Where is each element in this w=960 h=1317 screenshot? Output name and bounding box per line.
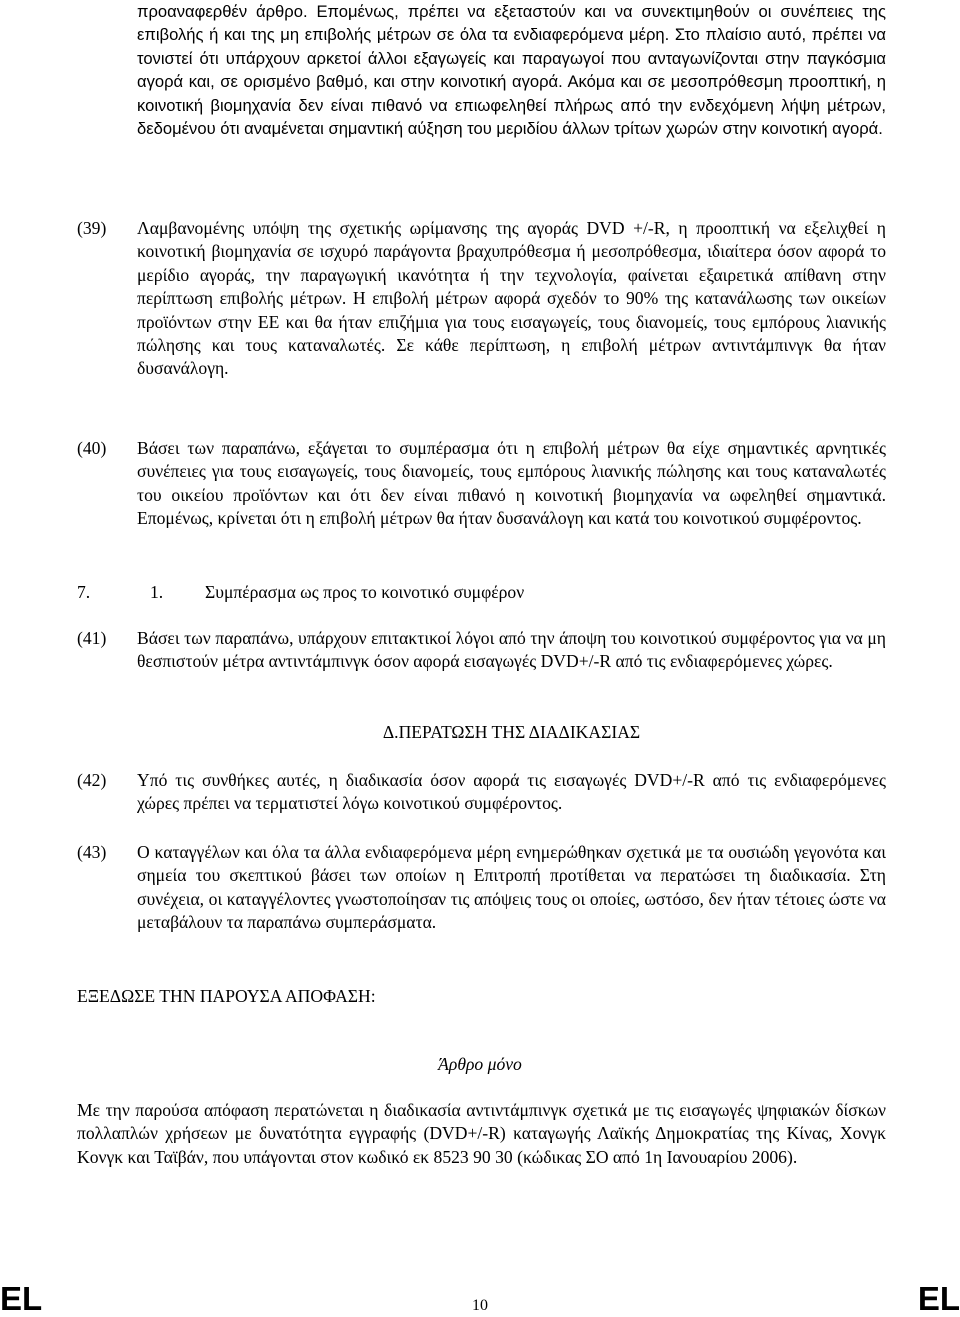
paragraph-text: Υπό τις συνθήκες αυτές, η διαδικασία όσον αφορά τις εισαγωγές DVD+/-R από τις ενδιαφερόμενες χώρες πρέπει να τερματιστεί λόγω κοινοτικού συμφέροντος. xyxy=(137,770,886,814)
intro-text-part-a: προαναφερθέν άρθρο. Επομένως, πρέπει να εξεταστούν και να συνεκτιμηθούν οι συνέπειες της επιβολής ή και της μη επιβολής μέτρων σε όλα τα ενδιαφερόμενα μέρη. Στο πλαίσιο αυτό, πρέπει να τονιστεί ότι υπάρχουν αρκετοί άλλοι εξαγωγείς και παραγωγοί που ανταγωνίζονται στην παγκόσμια αγορά και, σε ορισμένο βαθμό, και στην κοινοτική αγορά. xyxy=(137,2,886,92)
page-number: 10 xyxy=(472,1297,488,1314)
subsection-number: 1. xyxy=(150,582,164,602)
section-number: 7. xyxy=(77,582,91,602)
paragraph-number: (39) xyxy=(77,218,107,238)
paragraph-number: (41) xyxy=(77,628,107,648)
footer-language-right: EL xyxy=(917,1280,960,1317)
intro-text-part-b: Ακόμα και σε μεσοπρόθεσμη προοπτική, η κοινοτική βιομηχανία δεν είναι πιθανό να επιωφεληθεί πλήρως από την ενδεχόμενη λήψη μέτρων, δεδομένου ότι αναμένεται σημαντική αύξηση του μεριδίου άλλων τρίτων χωρών στην κοινοτική αγορά. xyxy=(137,72,887,139)
paragraph-text: Ο καταγγέλων και όλα τα άλλα ενδιαφερόμενα μέρη ενημερώθηκαν σχετικά με τα ουσιώδη γεγονότα και σημεία του σκεπτικού βάσει των οποίων η Επιτροπή προτίθεται να περατώσει τη διαδικασία. Στη συνέχεια, οι καταγγέλοντες γνωστοποίησαν τις απόψεις τους οι οποίες, ωστόσο, δεν ήταν τέτοιες ώστε να μεταβάλουν τα παραπάνω συμπεράσματα. xyxy=(137,842,886,933)
article-title: Άρθρο μόνο xyxy=(438,1054,522,1074)
section-d-heading: Δ.ΠΕΡΑΤΩΣΗ ΤΗΣ ΔΙΑΔΙΚΑΣΙΑΣ xyxy=(382,722,641,742)
intro-paragraph xyxy=(137,0,886,140)
paragraph-text: Βάσει των παραπάνω, υπάρχουν επιτακτικοί λόγοι από την άποψη του κοινοτικού συμφέροντος για να μη θεσπιστούν μέτρα αντιντάμπινγκ όσον αφορά εισαγωγές DVD+/-R από τις ενδιαφερόμενες χώρες. xyxy=(137,628,886,672)
paragraph-number: (43) xyxy=(77,842,107,862)
paragraph-number: (42) xyxy=(77,770,107,790)
decision-heading: ΕΞΕΔΩΣΕ ΤΗΝ ΠΑΡΟΥΣΑ ΑΠΟΦΑΣΗ: xyxy=(77,986,376,1006)
footer-language-left: EL xyxy=(0,1280,43,1317)
paragraph-number: (40) xyxy=(77,438,107,458)
paragraph-text: Βάσει των παραπάνω, εξάγεται το συμπέρασμα ότι η επιβολή μέτρων θα είχε σημαντικές αρνητικές συνέπειες για τους εισαγωγείς, τους διανομείς, τους εμπόρους λιανικής πώλησης και τους καταναλωτές του οικείου προϊόντων και ότι δεν είναι πιθανό η κοινοτική βιομηχανία να ωφεληθεί σημαντικά. Επομένως, κρίνεται ότι η επιβολή μέτρων θα ήταν δυσανάλογη και κατά του κοινοτικού συμφέροντος. xyxy=(137,438,886,529)
paragraph-text: Λαμβανομένης υπόψη της σχετικής ωρίμανσης της αγοράς DVD +/-R, η προοπτική να εξελιχθεί η κοινοτική βιομηχανία σε ισχυρό παράγοντα βραχυπρόθεσμα ή μεσοπρόθεσμα, ιδιαίτερα όσον αφορά το μερίδιο αγοράς, την παραγωγική ικανότητα ή την τεχνολογία, φαίνεται εξαιρετικά απίθανη στην περίπτωση επιβολής μέτρων. Η επιβολή μέτρων αφορά σχεδόν το 90% της κατανάλωσης των οικείων προϊόντων στην ΕΕ και θα ήταν επιζήμια για τους εισαγωγείς, τους διανομείς, τους εμπόρους λιανικής πώλησης και τους καταναλωτές. Σε κάθε περίπτωση, η επιβολή μέτρων αντιντάμπινγκ θα ήταν δυσανάλογη. xyxy=(137,218,886,379)
section-title: Συμπέρασμα ως προς το κοινοτικό συμφέρον xyxy=(205,582,525,602)
article-text: Με την παρούσα απόφαση περατώνεται η διαδικασία αντιντάμπινγκ σχετικά με τις εισαγωγές ψηφιακών δίσκων πολλαπλών χρήσεων με δυνατότητα εγγραφής (DVD+/-R) καταγωγής Λαϊκής Δημοκρατίας της Κίνας, Χονγκ Κονγκ και Ταϊβάν, που υπάγονται στον κωδικό εκ 8523 90 30 (κώδικας ΣΟ από 1η Ιανουαρίου 2006). xyxy=(77,1100,886,1167)
